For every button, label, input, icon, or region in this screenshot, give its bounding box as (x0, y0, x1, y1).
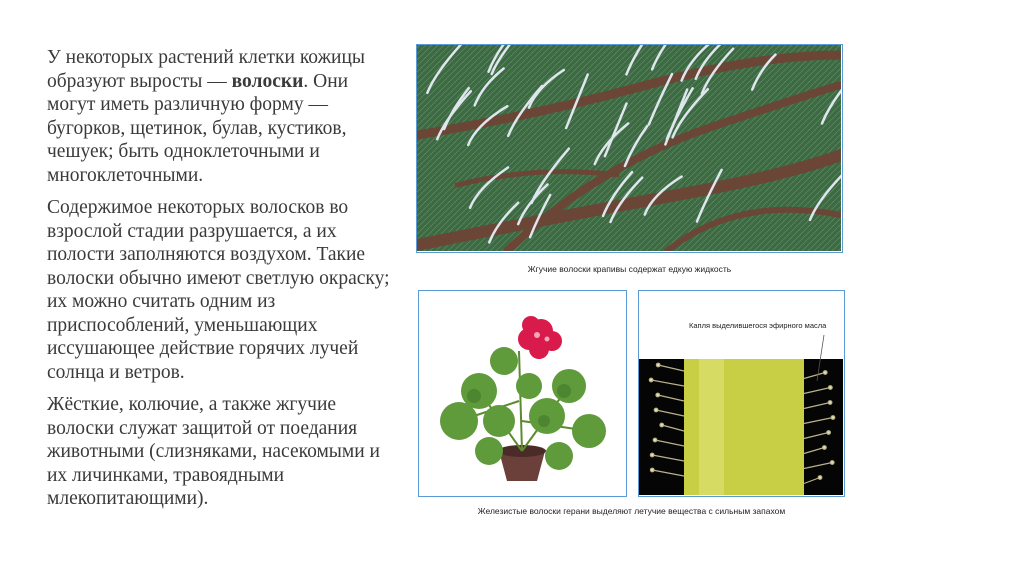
oil-droplet (650, 453, 654, 457)
oil-droplet (660, 423, 664, 427)
main-text (47, 46, 399, 520)
oil-drop-label: Капля выделившегося эфирного масла (689, 321, 827, 330)
oil-droplet (828, 401, 832, 405)
oil-droplet (656, 363, 660, 367)
oil-droplet (823, 371, 827, 375)
oil-droplet (830, 461, 834, 465)
oil-droplet (829, 386, 833, 390)
oil-droplet (823, 446, 827, 450)
oil-droplet (653, 438, 657, 442)
geranium-image (418, 290, 627, 497)
oil-droplet (649, 378, 653, 382)
oil-droplet (831, 416, 835, 420)
nettle-caption: Жгучие волоски крапивы содержат едкую жидкость (527, 264, 732, 274)
paragraph-1: У некоторых растений клетки кожицы образуют выросты — волоски. Они могут иметь различную форму — бугорков, щетинок, булав, кустиков, чешуек; быть одноклеточными и многоклеточными. (47, 47, 366, 186)
oil-droplet (827, 431, 831, 435)
bold-term: волоски (231, 70, 304, 92)
oil-droplet (656, 393, 660, 397)
stem-image (638, 290, 845, 497)
nettle-image (416, 44, 843, 253)
geranium-caption: Железистые волоски герани выделяют летучие вещества с сильным запахом (477, 506, 786, 516)
oil-droplet (818, 476, 822, 480)
paragraph-2: Содержимое некоторых волосков во взрослой стадии разрушается, а их полости заполняются воздухом. Такие волоски обычно имеют светлую окраску; их можно считать одним из приспособлений, уменьшающих иссушающее действие горячих лучей солнца и ветров. (47, 197, 390, 383)
oil-droplet (654, 408, 658, 412)
paragraph-3: Жёсткие, колючие, а также жгучие волоски служат защитой от поедания животными (слизняками, насекомыми и их личинками, травоядными млекопитающими). (47, 394, 380, 509)
oil-droplet (650, 468, 654, 472)
